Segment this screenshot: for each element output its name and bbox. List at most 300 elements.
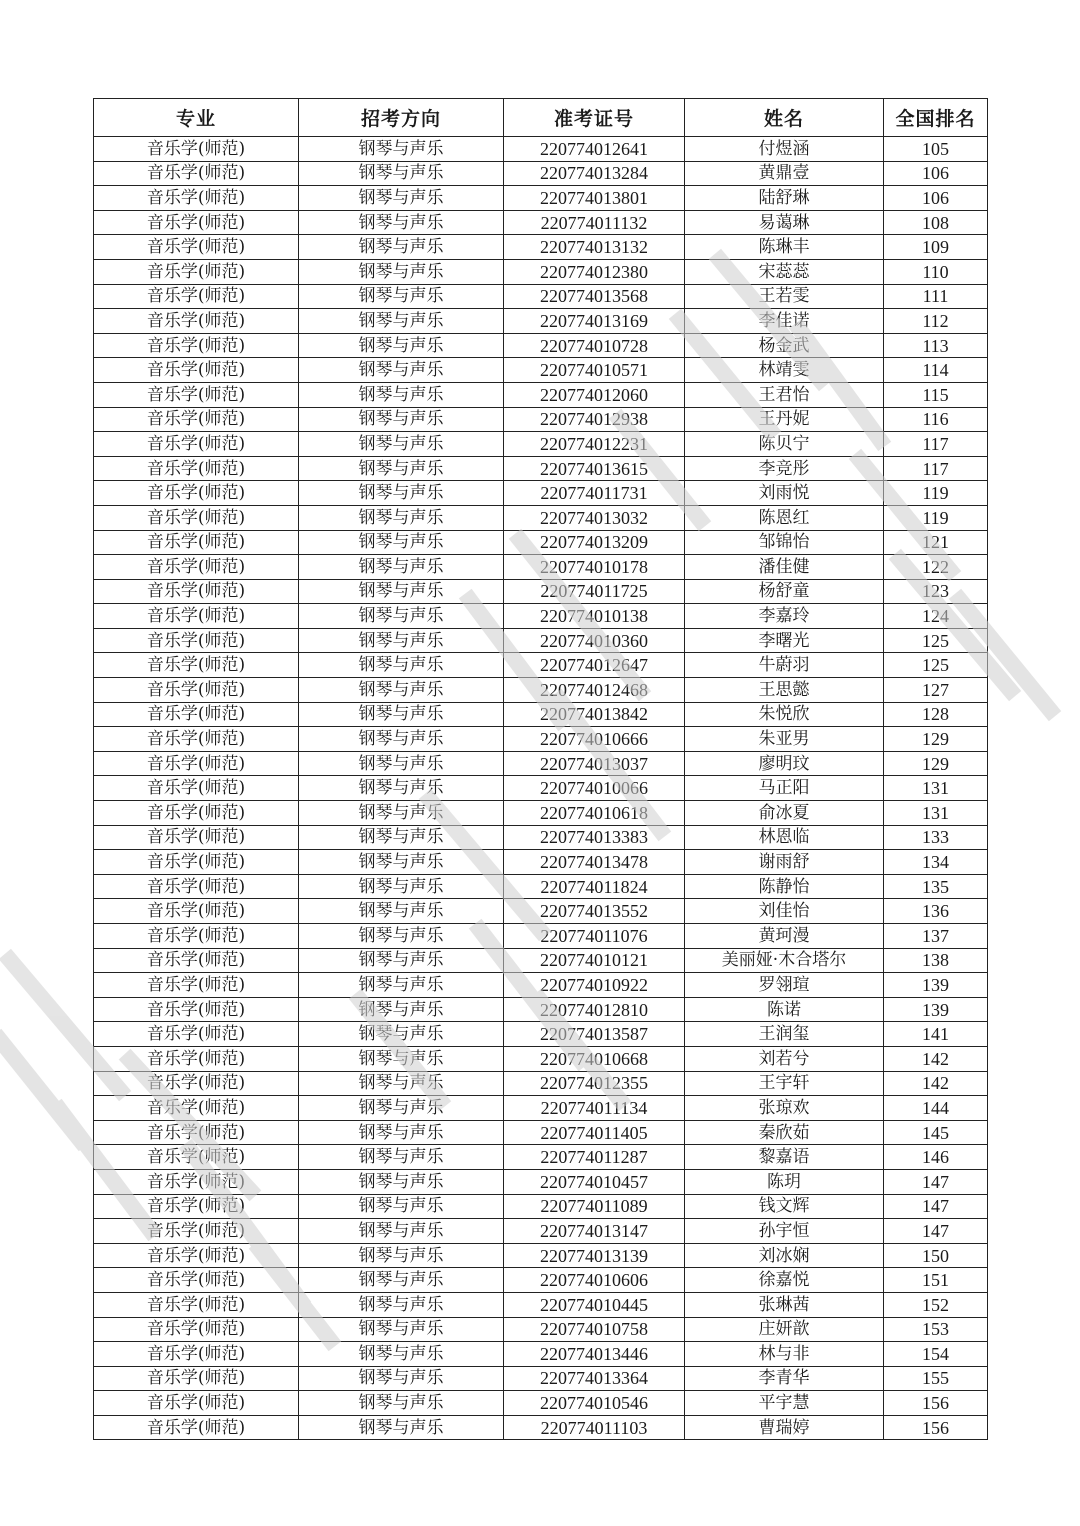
cell-exam-id: 220774010546 <box>504 1391 685 1416</box>
cell-exam-id: 220774012355 <box>504 1071 685 1096</box>
table-row <box>94 1169 988 1194</box>
cell-major: 音乐学(师范) <box>94 948 299 973</box>
cell-name: 杨金武 <box>685 333 884 358</box>
cell-direction: 钢琴与声乐 <box>299 678 504 703</box>
cell-name: 李曙光 <box>685 628 884 653</box>
cell-name: 林与非 <box>685 1342 884 1367</box>
cell-rank: 139 <box>884 973 988 998</box>
cell-rank: 147 <box>884 1194 988 1219</box>
cell-exam-id: 220774012641 <box>504 137 685 162</box>
ranking-table <box>93 98 988 1440</box>
cell-rank: 111 <box>884 284 988 309</box>
header-national-rank: 全国排名 <box>884 99 988 137</box>
cell-exam-id: 220774010606 <box>504 1268 685 1293</box>
table-row <box>94 948 988 973</box>
cell-rank: 146 <box>884 1145 988 1170</box>
cell-exam-id: 220774010571 <box>504 358 685 383</box>
cell-direction: 钢琴与声乐 <box>299 505 504 530</box>
cell-direction: 钢琴与声乐 <box>299 432 504 457</box>
cell-name: 牛蔚羽 <box>685 653 884 678</box>
cell-rank: 136 <box>884 899 988 924</box>
table-row <box>94 186 988 211</box>
cell-direction: 钢琴与声乐 <box>299 653 504 678</box>
cell-rank: 124 <box>884 604 988 629</box>
table-row <box>94 333 988 358</box>
cell-exam-id: 220774013568 <box>504 284 685 309</box>
cell-rank: 137 <box>884 924 988 949</box>
cell-rank: 109 <box>884 235 988 260</box>
cell-name: 廖明玟 <box>685 751 884 776</box>
cell-rank: 152 <box>884 1292 988 1317</box>
cell-direction: 钢琴与声乐 <box>299 481 504 506</box>
cell-exam-id: 220774013801 <box>504 186 685 211</box>
cell-major: 音乐学(师范) <box>94 505 299 530</box>
table-row <box>94 432 988 457</box>
cell-name: 刘佳怡 <box>685 899 884 924</box>
cell-direction: 钢琴与声乐 <box>299 727 504 752</box>
cell-name: 张琼欢 <box>685 1096 884 1121</box>
cell-rank: 114 <box>884 358 988 383</box>
cell-major: 音乐学(师范) <box>94 1120 299 1145</box>
cell-major: 音乐学(师范) <box>94 1342 299 1367</box>
cell-direction: 钢琴与声乐 <box>299 1046 504 1071</box>
cell-rank: 139 <box>884 997 988 1022</box>
cell-direction: 钢琴与声乐 <box>299 555 504 580</box>
table-row <box>94 259 988 284</box>
cell-rank: 127 <box>884 678 988 703</box>
cell-rank: 117 <box>884 456 988 481</box>
cell-rank: 153 <box>884 1317 988 1342</box>
cell-name: 王宇轩 <box>685 1071 884 1096</box>
table-row <box>94 505 988 530</box>
table-row <box>94 653 988 678</box>
cell-name: 陈恩红 <box>685 505 884 530</box>
cell-direction: 钢琴与声乐 <box>299 604 504 629</box>
cell-exam-id: 220774013139 <box>504 1243 685 1268</box>
cell-major: 音乐学(师范) <box>94 259 299 284</box>
table-row <box>94 530 988 555</box>
cell-name: 美丽娅·木合塔尔 <box>685 948 884 973</box>
cell-direction: 钢琴与声乐 <box>299 358 504 383</box>
cell-major: 音乐学(师范) <box>94 678 299 703</box>
cell-direction: 钢琴与声乐 <box>299 1169 504 1194</box>
cell-rank: 113 <box>884 333 988 358</box>
cell-major: 音乐学(师范) <box>94 137 299 162</box>
cell-major: 音乐学(师范) <box>94 530 299 555</box>
table-row <box>94 776 988 801</box>
table-row <box>94 997 988 1022</box>
cell-major: 音乐学(师范) <box>94 1145 299 1170</box>
cell-direction: 钢琴与声乐 <box>299 259 504 284</box>
cell-direction: 钢琴与声乐 <box>299 751 504 776</box>
cell-major: 音乐学(师范) <box>94 284 299 309</box>
cell-exam-id: 220774011089 <box>504 1194 685 1219</box>
cell-major: 音乐学(师范) <box>94 186 299 211</box>
cell-exam-id: 220774011076 <box>504 924 685 949</box>
table-row <box>94 973 988 998</box>
cell-exam-id: 220774013284 <box>504 161 685 186</box>
cell-exam-id: 220774012231 <box>504 432 685 457</box>
table-row <box>94 924 988 949</box>
cell-exam-id: 220774013032 <box>504 505 685 530</box>
cell-major: 音乐学(师范) <box>94 776 299 801</box>
cell-major: 音乐学(师范) <box>94 1096 299 1121</box>
cell-major: 音乐学(师范) <box>94 456 299 481</box>
cell-major: 音乐学(师范) <box>94 1046 299 1071</box>
cell-exam-id: 220774011824 <box>504 874 685 899</box>
cell-direction: 钢琴与声乐 <box>299 161 504 186</box>
cell-exam-id: 220774011132 <box>504 210 685 235</box>
cell-name: 平宇慧 <box>685 1391 884 1416</box>
cell-direction: 钢琴与声乐 <box>299 1415 504 1440</box>
cell-direction: 钢琴与声乐 <box>299 407 504 432</box>
cell-name: 林恩临 <box>685 825 884 850</box>
table-row <box>94 1366 988 1391</box>
cell-direction: 钢琴与声乐 <box>299 1317 504 1342</box>
cell-direction: 钢琴与声乐 <box>299 579 504 604</box>
cell-major: 音乐学(师范) <box>94 973 299 998</box>
cell-exam-id: 220774013169 <box>504 309 685 334</box>
table-row <box>94 825 988 850</box>
cell-major: 音乐学(师范) <box>94 1391 299 1416</box>
table-row <box>94 678 988 703</box>
header-major: 专业 <box>94 99 299 137</box>
cell-direction: 钢琴与声乐 <box>299 1391 504 1416</box>
table-row <box>94 161 988 186</box>
cell-exam-id: 220774013478 <box>504 850 685 875</box>
cell-name: 付煜涵 <box>685 137 884 162</box>
cell-exam-id: 220774010618 <box>504 801 685 826</box>
cell-exam-id: 220774010457 <box>504 1169 685 1194</box>
cell-exam-id: 220774013364 <box>504 1366 685 1391</box>
cell-name: 陈静怡 <box>685 874 884 899</box>
table-row <box>94 1415 988 1440</box>
table-row <box>94 210 988 235</box>
cell-name: 陈琳丰 <box>685 235 884 260</box>
cell-name: 陆舒琳 <box>685 186 884 211</box>
cell-name: 李竞彤 <box>685 456 884 481</box>
table-body <box>94 137 988 1440</box>
cell-direction: 钢琴与声乐 <box>299 284 504 309</box>
cell-direction: 钢琴与声乐 <box>299 1194 504 1219</box>
table-row <box>94 358 988 383</box>
cell-major: 音乐学(师范) <box>94 432 299 457</box>
cell-name: 李青华 <box>685 1366 884 1391</box>
cell-exam-id: 220774012380 <box>504 259 685 284</box>
table-row <box>94 801 988 826</box>
table-row <box>94 555 988 580</box>
cell-exam-id: 220774010138 <box>504 604 685 629</box>
cell-rank: 147 <box>884 1219 988 1244</box>
cell-rank: 138 <box>884 948 988 973</box>
cell-exam-id: 220774013446 <box>504 1342 685 1367</box>
cell-rank: 119 <box>884 481 988 506</box>
cell-rank: 129 <box>884 727 988 752</box>
cell-rank: 142 <box>884 1071 988 1096</box>
cell-name: 黎嘉语 <box>685 1145 884 1170</box>
cell-name: 孙宇恒 <box>685 1219 884 1244</box>
cell-major: 音乐学(师范) <box>94 874 299 899</box>
cell-name: 徐嘉悦 <box>685 1268 884 1293</box>
cell-name: 黄珂漫 <box>685 924 884 949</box>
table-row <box>94 1317 988 1342</box>
cell-rank: 135 <box>884 874 988 899</box>
cell-exam-id: 220774010728 <box>504 333 685 358</box>
cell-exam-id: 220774011134 <box>504 1096 685 1121</box>
cell-exam-id: 220774013615 <box>504 456 685 481</box>
cell-major: 音乐学(师范) <box>94 1317 299 1342</box>
cell-rank: 144 <box>884 1096 988 1121</box>
cell-direction: 钢琴与声乐 <box>299 997 504 1022</box>
cell-name: 庄妍歆 <box>685 1317 884 1342</box>
cell-rank: 125 <box>884 628 988 653</box>
table-row <box>94 579 988 604</box>
header-row <box>94 99 988 137</box>
cell-name: 黄鼎壹 <box>685 161 884 186</box>
cell-rank: 150 <box>884 1243 988 1268</box>
table-row <box>94 850 988 875</box>
cell-name: 朱亚男 <box>685 727 884 752</box>
cell-name: 邹锦怡 <box>685 530 884 555</box>
cell-exam-id: 220774013147 <box>504 1219 685 1244</box>
cell-exam-id: 220774011405 <box>504 1120 685 1145</box>
cell-exam-id: 220774012647 <box>504 653 685 678</box>
table-row <box>94 702 988 727</box>
cell-direction: 钢琴与声乐 <box>299 801 504 826</box>
cell-rank: 110 <box>884 259 988 284</box>
cell-rank: 131 <box>884 776 988 801</box>
cell-exam-id: 220774010445 <box>504 1292 685 1317</box>
cell-exam-id: 220774013209 <box>504 530 685 555</box>
cell-rank: 122 <box>884 555 988 580</box>
cell-major: 音乐学(师范) <box>94 407 299 432</box>
cell-name: 王思懿 <box>685 678 884 703</box>
cell-major: 音乐学(师范) <box>94 751 299 776</box>
cell-rank: 105 <box>884 137 988 162</box>
table-row <box>94 751 988 776</box>
table-row <box>94 309 988 334</box>
cell-major: 音乐学(师范) <box>94 628 299 653</box>
cell-exam-id: 220774010066 <box>504 776 685 801</box>
cell-rank: 112 <box>884 309 988 334</box>
cell-rank: 145 <box>884 1120 988 1145</box>
cell-major: 音乐学(师范) <box>94 653 299 678</box>
cell-exam-id: 220774013383 <box>504 825 685 850</box>
cell-major: 音乐学(师范) <box>94 235 299 260</box>
cell-rank: 155 <box>884 1366 988 1391</box>
cell-direction: 钢琴与声乐 <box>299 973 504 998</box>
table-row <box>94 1292 988 1317</box>
cell-rank: 116 <box>884 407 988 432</box>
table-row <box>94 382 988 407</box>
cell-rank: 119 <box>884 505 988 530</box>
table-row <box>94 899 988 924</box>
cell-major: 音乐学(师范) <box>94 161 299 186</box>
cell-rank: 108 <box>884 210 988 235</box>
table-row <box>94 1022 988 1047</box>
table-row <box>94 874 988 899</box>
cell-exam-id: 220774011103 <box>504 1415 685 1440</box>
cell-exam-id: 220774010178 <box>504 555 685 580</box>
cell-name: 朱悦欣 <box>685 702 884 727</box>
cell-direction: 钢琴与声乐 <box>299 628 504 653</box>
cell-direction: 钢琴与声乐 <box>299 137 504 162</box>
cell-exam-id: 220774013587 <box>504 1022 685 1047</box>
cell-major: 音乐学(师范) <box>94 727 299 752</box>
cell-rank: 147 <box>884 1169 988 1194</box>
cell-rank: 151 <box>884 1268 988 1293</box>
cell-major: 音乐学(师范) <box>94 1219 299 1244</box>
cell-rank: 106 <box>884 161 988 186</box>
cell-direction: 钢琴与声乐 <box>299 776 504 801</box>
cell-major: 音乐学(师范) <box>94 333 299 358</box>
cell-direction: 钢琴与声乐 <box>299 1366 504 1391</box>
cell-rank: 125 <box>884 653 988 678</box>
cell-exam-id: 220774010668 <box>504 1046 685 1071</box>
cell-major: 音乐学(师范) <box>94 850 299 875</box>
table-row <box>94 235 988 260</box>
table-row <box>94 456 988 481</box>
cell-exam-id: 220774010758 <box>504 1317 685 1342</box>
cell-exam-id: 220774012938 <box>504 407 685 432</box>
cell-name: 钱文辉 <box>685 1194 884 1219</box>
cell-rank: 156 <box>884 1391 988 1416</box>
table-row <box>94 1145 988 1170</box>
cell-major: 音乐学(师范) <box>94 997 299 1022</box>
cell-rank: 123 <box>884 579 988 604</box>
cell-major: 音乐学(师范) <box>94 1292 299 1317</box>
cell-major: 音乐学(师范) <box>94 1022 299 1047</box>
table-row <box>94 1096 988 1121</box>
cell-direction: 钢琴与声乐 <box>299 1292 504 1317</box>
cell-major: 音乐学(师范) <box>94 1415 299 1440</box>
cell-direction: 钢琴与声乐 <box>299 210 504 235</box>
cell-name: 杨舒童 <box>685 579 884 604</box>
cell-direction: 钢琴与声乐 <box>299 1268 504 1293</box>
cell-rank: 128 <box>884 702 988 727</box>
cell-direction: 钢琴与声乐 <box>299 825 504 850</box>
cell-major: 音乐学(师范) <box>94 210 299 235</box>
cell-direction: 钢琴与声乐 <box>299 382 504 407</box>
cell-rank: 115 <box>884 382 988 407</box>
cell-major: 音乐学(师范) <box>94 825 299 850</box>
cell-exam-id: 220774013132 <box>504 235 685 260</box>
cell-direction: 钢琴与声乐 <box>299 1096 504 1121</box>
cell-direction: 钢琴与声乐 <box>299 1243 504 1268</box>
cell-exam-id: 220774013552 <box>504 899 685 924</box>
cell-major: 音乐学(师范) <box>94 1268 299 1293</box>
table-row <box>94 1120 988 1145</box>
cell-major: 音乐学(师范) <box>94 1071 299 1096</box>
cell-major: 音乐学(师范) <box>94 579 299 604</box>
cell-direction: 钢琴与声乐 <box>299 235 504 260</box>
cell-name: 宋蕊蕊 <box>685 259 884 284</box>
cell-exam-id: 220774011287 <box>504 1145 685 1170</box>
cell-direction: 钢琴与声乐 <box>299 1342 504 1367</box>
table-row <box>94 727 988 752</box>
cell-exam-id: 220774013842 <box>504 702 685 727</box>
cell-direction: 钢琴与声乐 <box>299 899 504 924</box>
cell-rank: 133 <box>884 825 988 850</box>
header-exam-id: 准考证号 <box>504 99 685 137</box>
cell-name: 陈玥 <box>685 1169 884 1194</box>
cell-exam-id: 220774011725 <box>504 579 685 604</box>
cell-direction: 钢琴与声乐 <box>299 333 504 358</box>
cell-name: 刘若兮 <box>685 1046 884 1071</box>
cell-exam-id: 220774012060 <box>504 382 685 407</box>
table-row <box>94 481 988 506</box>
header-name: 姓名 <box>685 99 884 137</box>
cell-major: 音乐学(师范) <box>94 1194 299 1219</box>
cell-exam-id: 220774010666 <box>504 727 685 752</box>
cell-rank: 142 <box>884 1046 988 1071</box>
cell-direction: 钢琴与声乐 <box>299 309 504 334</box>
cell-name: 王君怡 <box>685 382 884 407</box>
cell-major: 音乐学(师范) <box>94 924 299 949</box>
cell-name: 王润玺 <box>685 1022 884 1047</box>
table-row <box>94 628 988 653</box>
cell-rank: 156 <box>884 1415 988 1440</box>
cell-rank: 154 <box>884 1342 988 1367</box>
table-row <box>94 1391 988 1416</box>
cell-exam-id: 220774011731 <box>504 481 685 506</box>
table-row <box>94 1046 988 1071</box>
table-row <box>94 1194 988 1219</box>
cell-major: 音乐学(师范) <box>94 309 299 334</box>
cell-name: 陈贝宁 <box>685 432 884 457</box>
cell-direction: 钢琴与声乐 <box>299 1219 504 1244</box>
cell-major: 音乐学(师范) <box>94 899 299 924</box>
cell-rank: 129 <box>884 751 988 776</box>
cell-rank: 131 <box>884 801 988 826</box>
table-row <box>94 407 988 432</box>
cell-direction: 钢琴与声乐 <box>299 456 504 481</box>
cell-rank: 121 <box>884 530 988 555</box>
table-row <box>94 604 988 629</box>
cell-name: 俞冰夏 <box>685 801 884 826</box>
cell-direction: 钢琴与声乐 <box>299 924 504 949</box>
cell-major: 音乐学(师范) <box>94 358 299 383</box>
cell-name: 刘冰娴 <box>685 1243 884 1268</box>
header-direction: 招考方向 <box>299 99 504 137</box>
cell-rank: 106 <box>884 186 988 211</box>
cell-name: 李佳诺 <box>685 309 884 334</box>
cell-name: 王丹妮 <box>685 407 884 432</box>
cell-direction: 钢琴与声乐 <box>299 1120 504 1145</box>
table-row <box>94 1268 988 1293</box>
cell-rank: 141 <box>884 1022 988 1047</box>
cell-exam-id: 220774012810 <box>504 997 685 1022</box>
cell-major: 音乐学(师范) <box>94 604 299 629</box>
cell-major: 音乐学(师范) <box>94 1169 299 1194</box>
cell-direction: 钢琴与声乐 <box>299 874 504 899</box>
cell-name: 张琳茜 <box>685 1292 884 1317</box>
table-row <box>94 284 988 309</box>
cell-name: 潘佳健 <box>685 555 884 580</box>
cell-rank: 134 <box>884 850 988 875</box>
cell-major: 音乐学(师范) <box>94 801 299 826</box>
cell-major: 音乐学(师范) <box>94 702 299 727</box>
cell-name: 罗翎瑄 <box>685 973 884 998</box>
table-row <box>94 137 988 162</box>
cell-direction: 钢琴与声乐 <box>299 1145 504 1170</box>
cell-exam-id: 220774012468 <box>504 678 685 703</box>
cell-major: 音乐学(师范) <box>94 1366 299 1391</box>
cell-direction: 钢琴与声乐 <box>299 850 504 875</box>
cell-exam-id: 220774013037 <box>504 751 685 776</box>
cell-direction: 钢琴与声乐 <box>299 530 504 555</box>
table-row <box>94 1071 988 1096</box>
